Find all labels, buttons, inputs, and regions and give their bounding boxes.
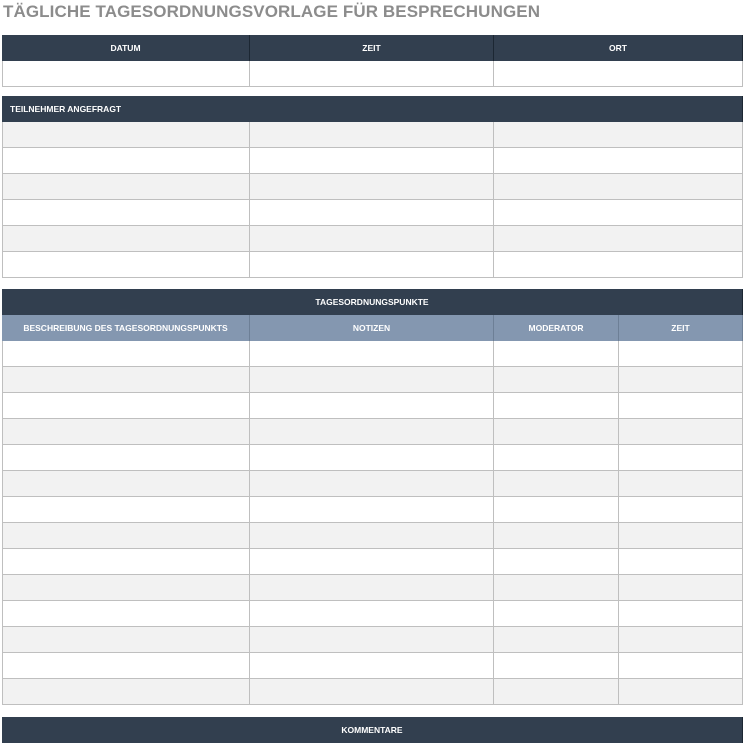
attendee-cell[interactable]	[2, 148, 250, 174]
agenda-row	[2, 471, 743, 497]
agenda-header: TAGESORDNUNGSPUNKTE	[2, 289, 743, 315]
agenda-time-cell[interactable]	[619, 575, 743, 601]
attendee-cell[interactable]	[2, 226, 250, 252]
agenda-moderator-cell[interactable]	[494, 445, 619, 471]
attendee-rows	[2, 122, 743, 278]
agenda-notes-cell[interactable]	[250, 627, 494, 653]
date-cell[interactable]	[2, 61, 250, 87]
agenda-row	[2, 627, 743, 653]
agenda-notes-cell[interactable]	[250, 445, 494, 471]
attendee-row	[2, 148, 743, 174]
attendees-header-row	[2, 96, 743, 122]
agenda-moderator-cell[interactable]	[494, 653, 619, 679]
meeting-info-header-row	[2, 35, 743, 61]
agenda-row	[2, 523, 743, 549]
agenda-time-cell[interactable]	[619, 471, 743, 497]
agenda-description-cell[interactable]	[2, 445, 250, 471]
agenda-col-time: ZEIT	[619, 315, 743, 341]
attendee-cell[interactable]	[250, 226, 494, 252]
agenda-row	[2, 445, 743, 471]
agenda-row	[2, 497, 743, 523]
agenda-moderator-cell[interactable]	[494, 419, 619, 445]
attendees-table	[2, 96, 743, 278]
agenda-moderator-cell[interactable]	[494, 393, 619, 419]
attendee-row	[2, 226, 743, 252]
agenda-moderator-cell[interactable]	[494, 497, 619, 523]
meeting-info-row	[2, 61, 743, 87]
agenda-col-moderator: MODERATOR	[494, 315, 619, 341]
date-header: DATUM	[2, 35, 250, 61]
agenda-moderator-cell[interactable]	[494, 471, 619, 497]
agenda-description-cell[interactable]	[2, 419, 250, 445]
agenda-notes-cell[interactable]	[250, 419, 494, 445]
agenda-notes-cell[interactable]	[250, 679, 494, 705]
attendee-row	[2, 200, 743, 226]
attendee-row	[2, 252, 743, 278]
attendee-cell[interactable]	[250, 148, 494, 174]
agenda-time-cell[interactable]	[619, 393, 743, 419]
agenda-columns-row	[2, 315, 743, 341]
agenda-description-cell[interactable]	[2, 679, 250, 705]
agenda-description-cell[interactable]	[2, 549, 250, 575]
agenda-description-cell[interactable]	[2, 575, 250, 601]
agenda-row	[2, 393, 743, 419]
agenda-moderator-cell[interactable]	[494, 679, 619, 705]
agenda-row	[2, 601, 743, 627]
agenda-moderator-cell[interactable]	[494, 549, 619, 575]
attendee-cell[interactable]	[494, 122, 743, 148]
attendee-cell[interactable]	[2, 200, 250, 226]
agenda-row	[2, 575, 743, 601]
agenda-row	[2, 549, 743, 575]
agenda-notes-cell[interactable]	[250, 575, 494, 601]
agenda-notes-cell[interactable]	[250, 471, 494, 497]
agenda-moderator-cell[interactable]	[494, 367, 619, 393]
agenda-table	[2, 289, 743, 705]
agenda-header-row	[2, 289, 743, 315]
agenda-notes-cell[interactable]	[250, 653, 494, 679]
agenda-time-cell[interactable]	[619, 497, 743, 523]
agenda-moderator-cell[interactable]	[494, 341, 619, 367]
agenda-row	[2, 367, 743, 393]
agenda-notes-cell[interactable]	[250, 523, 494, 549]
agenda-time-cell[interactable]	[619, 367, 743, 393]
attendee-cell[interactable]	[2, 252, 250, 278]
agenda-notes-cell[interactable]	[250, 341, 494, 367]
agenda-row	[2, 679, 743, 705]
agenda-description-cell[interactable]	[2, 471, 250, 497]
agenda-time-cell[interactable]	[619, 627, 743, 653]
agenda-description-cell[interactable]	[2, 367, 250, 393]
attendee-cell[interactable]	[250, 122, 494, 148]
agenda-description-cell[interactable]	[2, 601, 250, 627]
agenda-description-cell[interactable]	[2, 497, 250, 523]
agenda-moderator-cell[interactable]	[494, 575, 619, 601]
page-title: TÄGLICHE TAGESORDNUNGSVORLAGE FÜR BESPRECHUNGEN	[3, 2, 541, 21]
agenda-notes-cell[interactable]	[250, 601, 494, 627]
agenda-description-cell[interactable]	[2, 341, 250, 367]
attendee-cell[interactable]	[494, 148, 743, 174]
agenda-col-description: BESCHREIBUNG DES TAGESORDNUNGSPUNKTS	[2, 315, 250, 341]
attendee-cell[interactable]	[494, 226, 743, 252]
comments-section	[2, 717, 743, 743]
agenda-description-cell[interactable]	[2, 627, 250, 653]
agenda-time-cell[interactable]	[619, 601, 743, 627]
attendee-row	[2, 174, 743, 200]
time-header: ZEIT	[250, 35, 494, 61]
time-cell[interactable]	[250, 61, 494, 87]
meeting-info-table	[2, 35, 743, 87]
agenda-notes-cell[interactable]	[250, 549, 494, 575]
agenda-time-cell[interactable]	[619, 653, 743, 679]
attendees-header: TEILNEHMER ANGEFRAGT	[2, 96, 743, 122]
agenda-description-cell[interactable]	[2, 393, 250, 419]
attendee-cell[interactable]	[250, 252, 494, 278]
agenda-time-cell[interactable]	[619, 341, 743, 367]
agenda-moderator-cell[interactable]	[494, 523, 619, 549]
agenda-notes-cell[interactable]	[250, 497, 494, 523]
location-header: ORT	[494, 35, 743, 61]
attendee-cell[interactable]	[494, 200, 743, 226]
attendee-cell[interactable]	[250, 174, 494, 200]
agenda-time-cell[interactable]	[619, 445, 743, 471]
agenda-time-cell[interactable]	[619, 549, 743, 575]
agenda-row	[2, 341, 743, 367]
agenda-moderator-cell[interactable]	[494, 627, 619, 653]
attendee-cell[interactable]	[2, 122, 250, 148]
agenda-description-cell[interactable]	[2, 523, 250, 549]
agenda-col-notes: NOTIZEN	[250, 315, 494, 341]
attendee-cell[interactable]	[250, 200, 494, 226]
agenda-notes-cell[interactable]	[250, 367, 494, 393]
comments-header-row	[2, 717, 743, 743]
agenda-rows	[2, 341, 743, 705]
agenda-time-cell[interactable]	[619, 679, 743, 705]
agenda-time-cell[interactable]	[619, 419, 743, 445]
attendee-cell[interactable]	[494, 252, 743, 278]
comments-header: KOMMENTARE	[2, 717, 743, 743]
agenda-description-cell[interactable]	[2, 653, 250, 679]
agenda-notes-cell[interactable]	[250, 393, 494, 419]
attendee-cell[interactable]	[2, 174, 250, 200]
agenda-row	[2, 653, 743, 679]
attendee-cell[interactable]	[494, 174, 743, 200]
agenda-row	[2, 419, 743, 445]
agenda-time-cell[interactable]	[619, 523, 743, 549]
location-cell[interactable]	[494, 61, 743, 87]
agenda-moderator-cell[interactable]	[494, 601, 619, 627]
attendee-row	[2, 122, 743, 148]
